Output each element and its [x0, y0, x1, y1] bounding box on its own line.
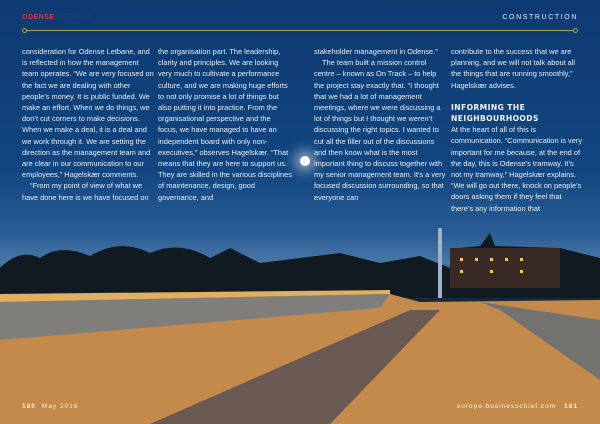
issue-date: May 2016: [41, 403, 79, 410]
paragraph: “From my point of view of what we have done here is we have focused on: [22, 181, 149, 202]
paragraph: the organisation part. The leadership, clarity and principles. We are looking very much to cultivate a performance culture, and we are making huge efforts to not only promise a lot of things but also putting it into practice. From the organisational perspective and the focus, we have managed to have an independent board with only non-executives,” observes Hagelskær. “That means that they are here to support us. They are skilled in the various disciplines of maintenance, design, good governance, and: [158, 47, 292, 202]
page-number: 181: [564, 403, 578, 410]
rule-dot-left: [22, 28, 27, 33]
rule-dot-right: [573, 28, 578, 33]
section-label: [22, 14, 94, 21]
text-column-4: [451, 46, 585, 214]
footer-right: [457, 403, 578, 410]
text-column-3: [314, 46, 448, 203]
paragraph: The team built a mission control centre – known as On Track – to help the project stay exactly that. “I thought that we had a lot of management meetings, where we were discussing a lot of things but I thought we weren’t discussing the right topics. I wanted to cut all the filler out of the discussions and then know what is the most important thing to discuss together with my senior management team. It’s a very focused discussion surrounding, so that everyone can: [314, 58, 446, 202]
subheading: INFORMING THE NEIGHBOURHOODS: [451, 102, 539, 124]
moon-light: [300, 156, 310, 166]
paragraph: At the heart of all of this is communication. “Communication is very important for me because, at the end of the day, this is Odense’s tramway. It’s not my tramway,” Hagelskær explains. “We will go out there, knock on people’s doors asking them if they feel that there’s any information that: [451, 125, 583, 213]
paragraph: consideration for Odense Letbane, and is reflected in how the management team operates. “We are very focused on the fact we are dealing with other people’s money. It is public funded. We make an effort. When we do things, we don’t cut corners to make decisions. When we make a deal, it is a deal and we work through it. We are setting the direction as the management team and are clear in our communication to our employees,” Hagelskær comments.: [22, 47, 154, 180]
footer-left: [22, 403, 78, 410]
paragraph: stakeholder management in Odense.”: [314, 47, 438, 56]
text-column-1: [22, 46, 156, 203]
page-number: 180: [22, 403, 36, 410]
section-name: ODENSE: [22, 14, 55, 21]
header-rule: [24, 30, 576, 31]
category-label: CONSTRUCTION: [502, 14, 578, 21]
text-column-2: [158, 46, 292, 203]
website-link: europe.businesschief.com: [456, 403, 557, 410]
paragraph: contribute to the success that we are planning, and we will not talk about all the things that are running smoothly,” Hagelskær advises.: [451, 47, 576, 90]
section-subname: LETBANE: [57, 14, 94, 21]
